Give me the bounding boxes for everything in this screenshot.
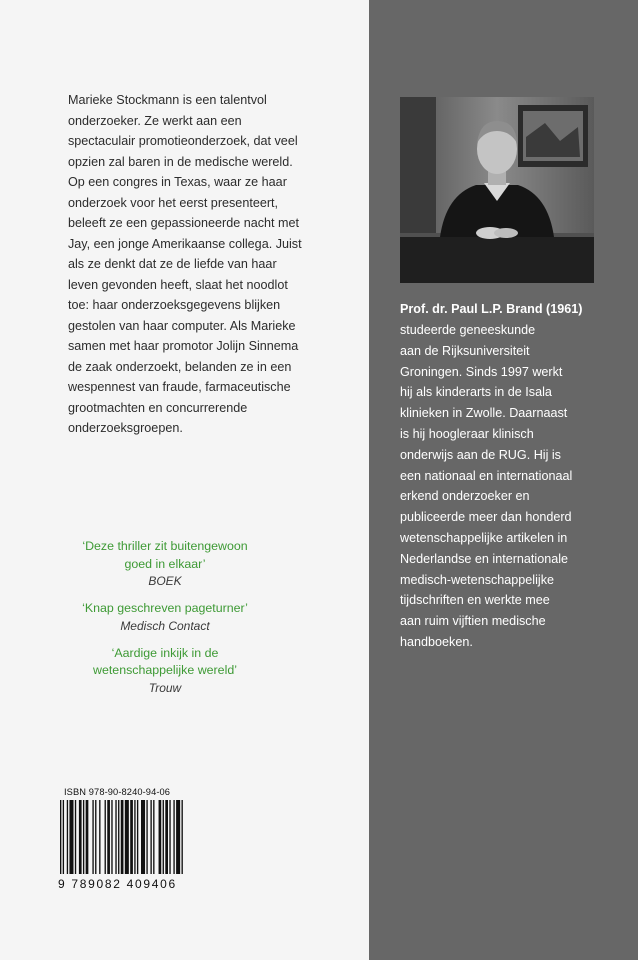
isbn-barcode-block — [56, 787, 188, 891]
bio-line: aan de Rijksuniversiteit — [400, 343, 530, 358]
barcode-bar — [69, 800, 73, 874]
barcode-bar — [118, 800, 119, 874]
barcode-bar — [99, 800, 100, 874]
blurb-line: grootmachten en concurrerende — [68, 400, 248, 415]
review-quote — [60, 600, 270, 635]
barcode-bar — [75, 800, 76, 874]
barcode-bar — [134, 800, 135, 874]
bio-line: publiceerde meer dan honderd — [400, 510, 572, 525]
review-quote — [60, 538, 270, 590]
barcode-bar — [150, 800, 151, 874]
blurb-line: Marieke Stockmann is een talentvol — [68, 93, 267, 107]
barcode-bar — [95, 800, 96, 874]
blurb-line: gestolen van haar computer. Als Marieke — [68, 318, 296, 333]
bio-line: erkend onderzoeker en — [400, 489, 530, 504]
barcode-bars — [56, 800, 188, 874]
blurb-line: onderzoeker. Ze werkt aan een — [68, 113, 242, 128]
bio-line: hij als kinderarts in de Isala — [400, 385, 552, 400]
blurb-line: Op een congres in Texas, waar ze haar — [68, 175, 287, 189]
barcode-bar — [141, 800, 145, 874]
barcode-bar — [165, 800, 168, 874]
bio-line: Nederlandse en internationale — [400, 551, 569, 566]
blurb-line: samen met haar promotor Jolijn Sinnema — [68, 339, 299, 353]
barcode-bar — [173, 800, 174, 874]
blurb-line: als ze denkt dat ze de liefde van haar — [68, 257, 277, 271]
bio-line: Groningen. Sinds 1997 werkt — [400, 364, 563, 379]
bio-line: tijdschriften en werkte mee — [400, 593, 550, 608]
bio-line: een nationaal en internationaal — [400, 468, 573, 483]
author-portrait — [400, 97, 594, 283]
bio-line: studeerde geneeskunde — [400, 323, 536, 337]
barcode-bar — [182, 800, 183, 874]
quote-text: wetenschappelijke wereld’ — [93, 663, 237, 677]
author-bio — [400, 320, 610, 653]
barcode-bar — [105, 800, 106, 874]
barcode-bar — [79, 800, 82, 874]
quote-source: Trouw — [148, 680, 182, 695]
barcode-bar — [63, 800, 64, 874]
barcode-bar — [111, 800, 112, 874]
bio-line: wetenschappelijke artikelen in — [400, 530, 568, 545]
barcode-bar — [146, 800, 147, 874]
author-name: Prof. dr. Paul L.P. Brand (1961) — [400, 302, 583, 316]
barcode-bar — [159, 800, 162, 874]
barcode-bar — [169, 800, 170, 874]
review-quote — [60, 645, 270, 697]
quote-text: goed in elkaar’ — [124, 556, 206, 571]
bio-line: handboeken. — [400, 634, 473, 649]
barcode-bar — [92, 800, 93, 874]
barcode-bar — [130, 800, 133, 874]
bio-line: aan ruim vijftien medische — [400, 614, 546, 629]
barcode-bar — [86, 800, 89, 874]
quote-source: Medisch Contact — [120, 618, 210, 633]
blurb-line: Jay, een jonge Amerikaanse collega. Juist — [68, 236, 302, 251]
blurb-line: onderzoeksgroepen. — [68, 421, 183, 435]
quote-text: ‘Knap geschreven pageturner’ — [82, 601, 248, 615]
barcode-bar — [67, 800, 68, 874]
bio-line: medisch-wetenschappelijke — [400, 572, 555, 587]
review-quotes — [60, 538, 270, 707]
barcode-digits: 9 789082 409406 — [58, 877, 177, 891]
bio-line: klinieken in Zwolle. Daarnaast — [400, 406, 568, 421]
bio-line: onderwijs aan de RUG. Hij is — [400, 447, 561, 462]
blurb-line: spectaculair promotieonderzoek, dat veel — [68, 134, 298, 148]
barcode-bar — [115, 800, 116, 874]
blurb-line: wespennest van fraude, farmaceutische — [68, 380, 291, 394]
blurb-line: opzien zal baren in de medische wereld. — [68, 154, 293, 169]
quote-text: ‘Aardige inkijk in de — [111, 645, 219, 660]
barcode-bar — [121, 800, 124, 874]
barcode-bar — [60, 800, 61, 874]
quote-source: BOEK — [148, 574, 182, 588]
barcode-bar — [107, 800, 110, 874]
bio-line: is hij hoogleraar klinisch — [400, 426, 534, 441]
barcode-bar — [163, 800, 164, 874]
blurb-line: onderzoek voor het eerst presenteert, — [68, 195, 279, 210]
blurb-line: toe: haar onderzoeksgegevens blijken — [68, 298, 281, 312]
barcode-bar — [153, 800, 154, 874]
barcode-bar — [137, 800, 138, 874]
quote-text: ‘Deze thriller zit buitengewoon — [82, 539, 248, 553]
blurb-line: leven gevonden heeft, slaat het noodlot — [68, 277, 288, 292]
barcode-bar — [176, 800, 180, 874]
isbn-label: ISBN 978-90-8240-94-06 — [64, 787, 171, 797]
blurb-line: de zaak onderzoekt, belanden ze in een — [68, 359, 292, 374]
barcode — [56, 800, 188, 891]
author-photo — [400, 97, 594, 283]
blurb-text — [68, 90, 338, 439]
blurb-line: beleeft ze een gepassioneerde nacht met — [68, 216, 300, 230]
barcode-bar — [125, 800, 129, 874]
barcode-bar — [83, 800, 84, 874]
